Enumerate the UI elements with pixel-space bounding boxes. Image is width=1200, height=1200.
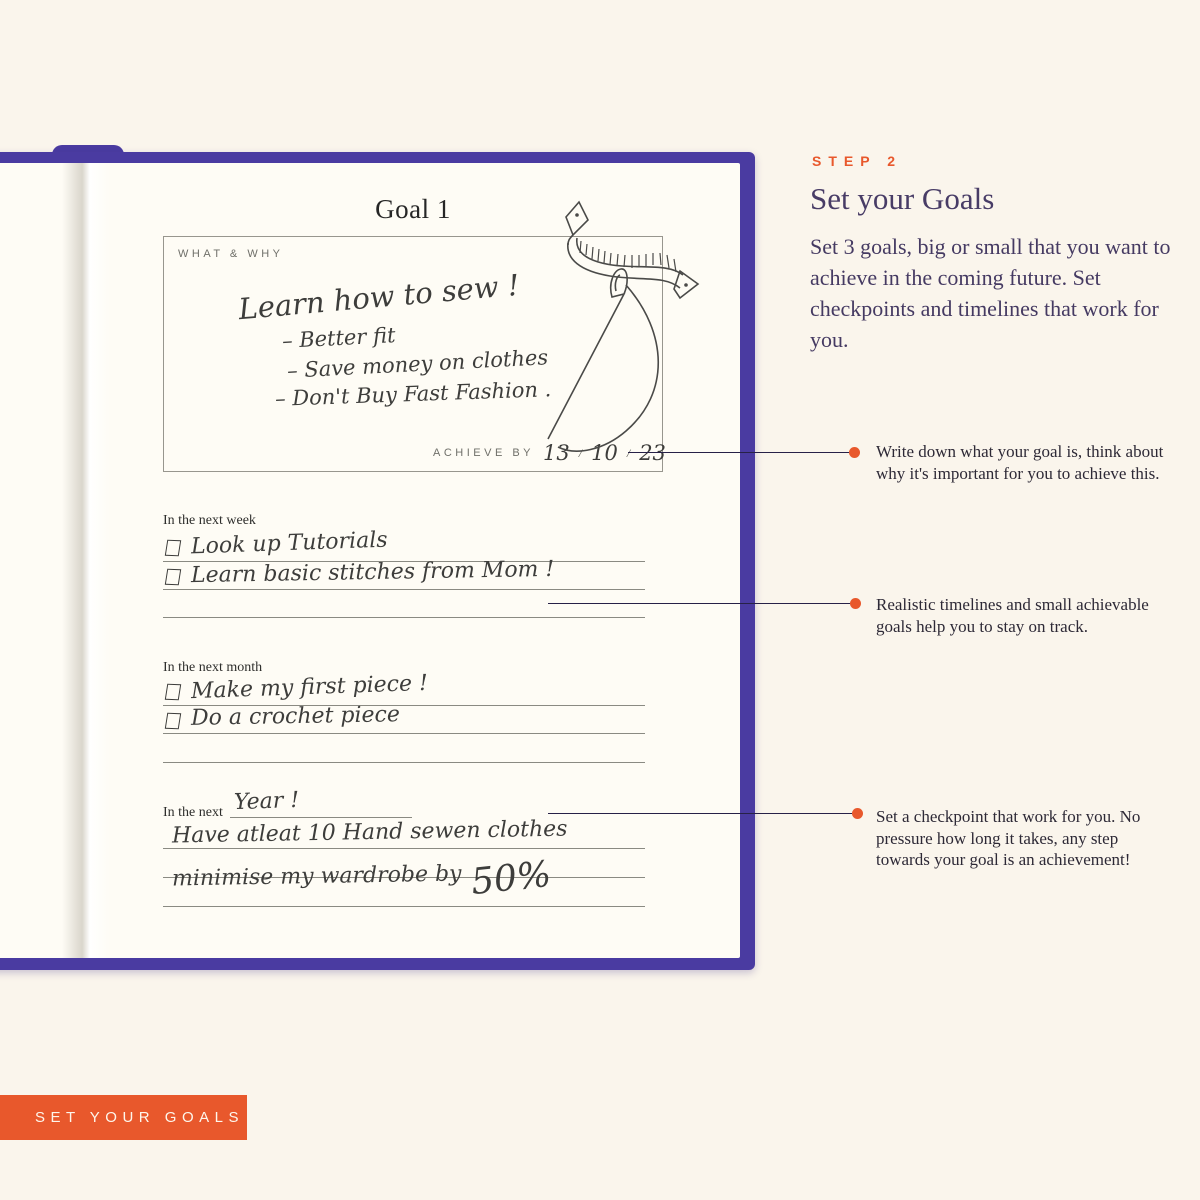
handwritten-entry: Have atleat 10 Hand sewen clothes [171,816,568,849]
tape-measure-icon [566,202,698,298]
what-why-label: WHAT & WHY [178,248,284,260]
date-separator: / [578,445,583,460]
handwritten-bullet: – Save money on clothes [286,345,549,383]
date-day: 13 [543,441,570,465]
entry-row [166,527,388,560]
date-year: 23 [639,441,666,465]
callout-line [548,603,850,604]
entry-row [171,848,553,904]
annotation-text: Realistic timelines and small achievable goals help you to stay on track. [876,595,1149,636]
annotation-text: Write down what your goal is, think about why it's important for you to achieve this. [876,442,1164,483]
handwritten-goal: Learn how to sew ! [237,267,521,327]
handwritten-entry: Learn basic stitches from Mom ! [190,556,555,589]
callout-line [628,452,849,453]
section-label-month: In the next month [163,660,263,675]
handwritten-bullet: – Don't Buy Fast Fashion . [274,377,552,411]
date-separator: / [626,445,631,460]
handwritten-highlight: 50% [468,853,553,904]
date-month: 10 [591,441,618,465]
annotation-text: Set a checkpoint that work for you. No pressure how long it takes, any step towards your goal is an achievement! [876,807,1141,869]
section-heading: Set your Goals [810,181,995,216]
section-label-week: In the next week [163,513,256,528]
entry-row [166,704,400,729]
footer-badge: SET YOUR GOALS [0,1095,247,1140]
ruled-line [163,762,645,763]
handwritten-entry: Do a crochet piece [190,702,401,731]
ruled-line [163,733,645,734]
page-gutter-shadow [62,163,110,958]
tape-measure-needle-doodle [528,193,708,463]
checkbox-icon [165,540,181,556]
callout-dot [850,598,861,609]
handwritten-entry: Make my first piece ! [190,670,429,705]
callout-dot [852,808,863,819]
handwritten-entry: minimise my wardrobe by [171,861,462,892]
ruled-line [163,617,645,618]
entry-row [166,556,555,589]
callout-line [548,813,852,814]
page-title: Goal 1 [375,194,451,224]
handwritten-fill-in: Year ! [233,787,300,816]
handwritten-bullet: – Better fit [281,323,397,353]
checkbox-icon [165,569,181,585]
ruled-line [163,906,645,907]
achieve-by-label: ACHIEVE BY [433,447,535,459]
needle-thread-icon [548,269,658,451]
section-label-next: In the next [163,805,223,820]
checkbox-icon [165,713,181,729]
step-label: STEP 2 [812,153,902,169]
checkbox-icon [165,684,181,700]
callout-dot [849,447,860,458]
fill-in-underline [230,817,412,818]
ruled-line [163,589,645,590]
section-description: Set 3 goals, big or small that you want to achieve in the coming future. Set checkpoints and timelines that work for you. [810,234,1171,352]
handwritten-entry: Look up Tutorials [190,527,388,560]
entry-row [166,670,429,705]
